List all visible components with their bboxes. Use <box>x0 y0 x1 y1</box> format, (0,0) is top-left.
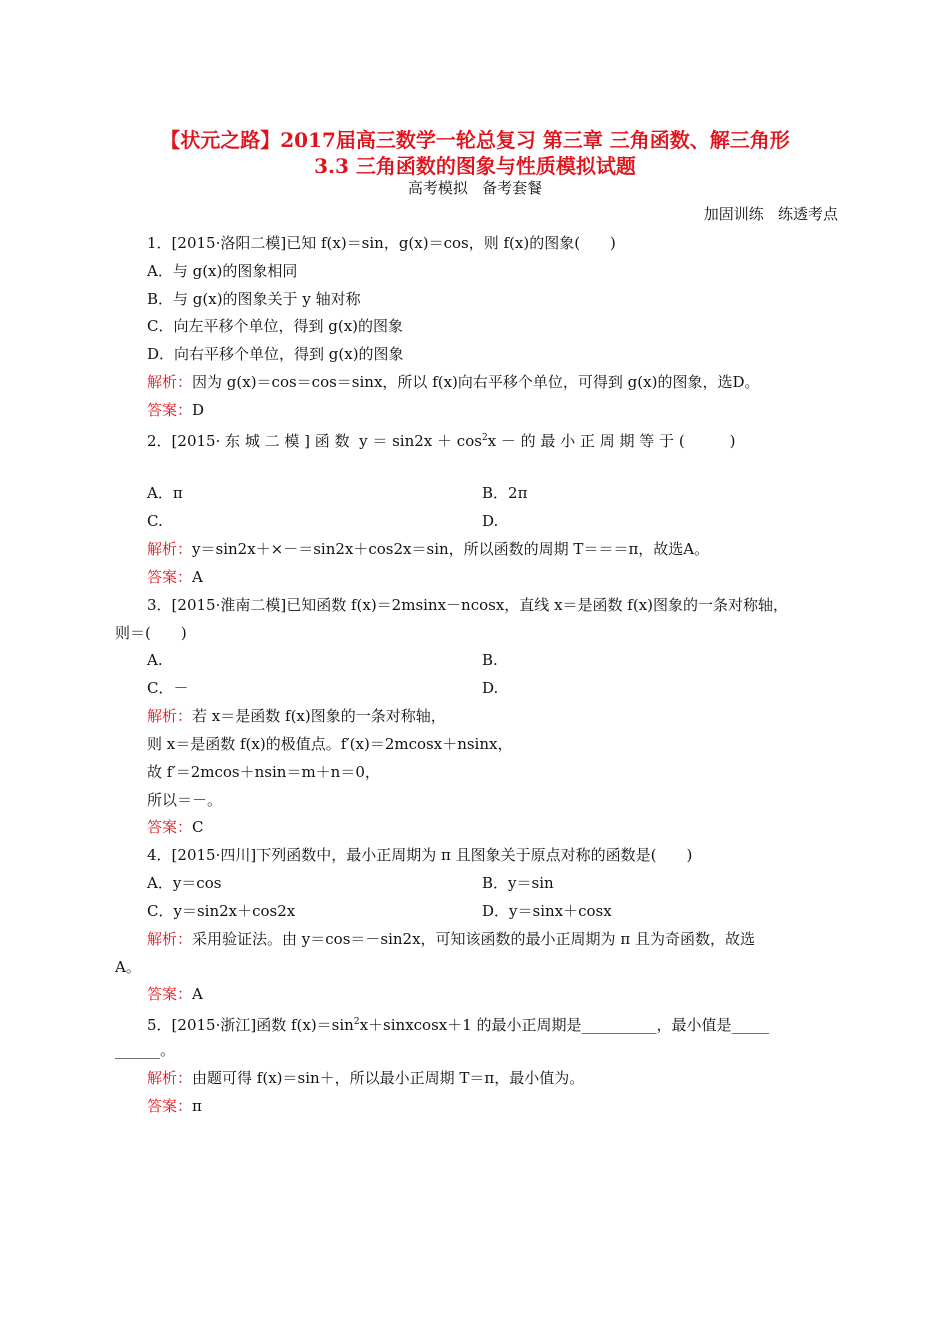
q4-option-a: A．y＝cos <box>147 874 222 892</box>
q5-analysis-text: 由题可得 f(x)＝sin＋，所以最小正周期 T＝π，最小值为。 <box>192 1069 585 1087</box>
q5-stem <box>147 1012 769 1035</box>
q2-stem <box>147 428 736 451</box>
answer-label: 答案： <box>147 568 193 586</box>
q2-analysis <box>147 539 709 559</box>
q5-analysis <box>147 1068 584 1088</box>
q4-answer <box>147 984 203 1004</box>
q2-option-d: D. <box>482 512 499 530</box>
q5-answer-text: π <box>192 1097 202 1115</box>
q2-stem-part1: 2．[2015· 东 城 二 模 ] 函 数 y ＝ sin2x ＋ cos <box>147 432 482 450</box>
q1-analysis-text: 因为 g(x)＝cos＝cos＝sinx，所以 f(x)向右平移个单位，可得到 g(x)的图象，选D。 <box>192 373 760 391</box>
q3-answer-text: C <box>192 818 204 836</box>
q1-answer-text: D <box>192 401 205 419</box>
answer-label: 答案： <box>147 985 193 1003</box>
q2-option-c: C. <box>147 512 163 530</box>
q3-option-c: C．－ <box>147 679 189 697</box>
q3-option-a: A. <box>147 651 163 669</box>
q5-stem-part2: x＋sinxcosx＋1 的最小正周期是__________，最小值是_____ <box>359 1016 770 1034</box>
q4-analysis-text: 采用验证法。由 y＝cos＝－sin2x，可知该函数的最小正周期为 π 且为奇函数，故选 <box>192 930 755 948</box>
q5-stem-cont: ______。 <box>115 1041 176 1059</box>
q2-option-a: A．π <box>147 484 183 502</box>
document-subtitle-title: 3.3 三角函数的图象与性质模拟试题 <box>314 154 636 178</box>
q3-analysis-line3: 故 f′＝2mcos＋nsin＝m＋n＝0， <box>147 763 380 781</box>
q3-analysis-line2: 则 x＝是函数 f(x)的极值点。f′(x)＝2mcosx＋nsinx， <box>147 735 513 753</box>
q4-analysis <box>147 929 755 949</box>
q2-analysis-text: y＝sin2x＋×－＝sin2x＋cos2x＝sin，所以函数的周期 T＝＝＝π，故选A。 <box>192 540 710 558</box>
answer-label: 答案： <box>147 1097 193 1115</box>
q4-option-b: B．y＝sin <box>482 874 554 892</box>
q5-stem-part1: 5．[2015·浙江]函数 f(x)＝sin <box>147 1016 354 1034</box>
q2-stem-superscript: 2 <box>481 433 488 443</box>
q3-option-d: D. <box>482 679 499 697</box>
q2-option-b: B．2π <box>482 484 528 502</box>
section-heading: 高考模拟 备考套餐 <box>407 179 543 197</box>
document-title: 【状元之路】2017届高三数学一轮总复习 第三章 三角函数、解三角形 <box>160 128 790 152</box>
q5-answer <box>147 1096 202 1116</box>
analysis-label: 解析： <box>147 930 193 948</box>
q1-stem: 1．[2015·洛阳二模]已知 f(x)＝sin，g(x)＝cos，则 f(x)的图象( ) <box>147 234 616 252</box>
q4-analysis-cont: A。 <box>115 958 141 976</box>
analysis-label: 解析： <box>147 1069 193 1087</box>
q1-option-d: D．向右平移个单位，得到 g(x)的图象 <box>147 345 404 363</box>
q2-answer-text: A <box>192 568 203 586</box>
q4-option-c: C．y＝sin2x＋cos2x <box>147 902 296 920</box>
q1-option-a: A．与 g(x)的图象相同 <box>147 262 298 280</box>
q3-analysis <box>147 706 446 726</box>
q2-answer <box>147 567 203 587</box>
q2-stem-part2: x － 的 最 小 正 周 期 等 于 ( ) <box>487 432 736 450</box>
analysis-label: 解析： <box>147 540 193 558</box>
q1-option-b: B．与 g(x)的图象关于 y 轴对称 <box>147 290 361 308</box>
q1-answer <box>147 400 204 420</box>
answer-label: 答案： <box>147 401 193 419</box>
q5-stem-superscript: 2 <box>353 1017 360 1027</box>
answer-label: 答案： <box>147 818 193 836</box>
q3-stem: 3．[2015·淮南二模]已知函数 f(x)＝2msinx－ncosx，直线 x＝是函数 f(x)图象的一条对称轴， <box>147 596 789 614</box>
analysis-label: 解析： <box>147 707 193 725</box>
analysis-label: 解析： <box>147 373 193 391</box>
q4-answer-text: A <box>192 985 203 1003</box>
q3-option-b: B. <box>482 651 498 669</box>
q4-option-d: D．y＝sinx＋cosx <box>482 902 612 920</box>
section-note: 加固训练 练透考点 <box>703 205 838 223</box>
q3-analysis-line1: 若 x＝是函数 f(x)图象的一条对称轴， <box>192 707 446 725</box>
q3-analysis-line4: 所以＝－。 <box>147 791 223 809</box>
q4-stem: 4．[2015·四川]下列函数中，最小正周期为 π 且图象关于原点对称的函数是( ) <box>147 846 693 864</box>
q3-stem-cont: 则＝( ) <box>115 624 187 642</box>
q1-analysis <box>147 372 759 392</box>
q3-answer <box>147 817 204 837</box>
q1-option-c: C．向左平移个单位，得到 g(x)的图象 <box>147 317 404 335</box>
